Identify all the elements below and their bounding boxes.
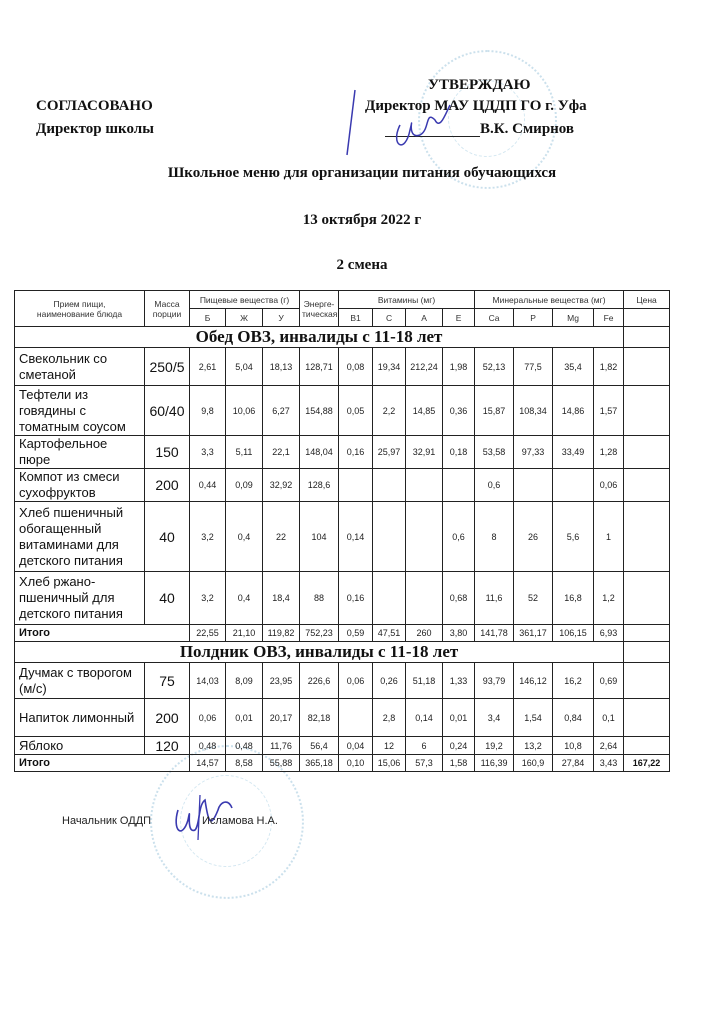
total-value-cell: 22,55 [190,625,226,642]
value-cell: 77,5 [514,348,553,386]
value-cell: 9,8 [190,386,226,436]
value-cell: 2,2 [373,386,406,436]
value-cell: 1,33 [443,663,475,699]
value-cell: 0,16 [339,572,373,625]
total-value-cell: 1,58 [443,755,475,772]
value-cell: 35,4 [553,348,594,386]
value-cell: 0,44 [190,469,226,502]
section-price-cell [624,642,670,663]
dish-name: Дучмак с творогом (м/с) [15,663,145,699]
dish-name: Свекольник со сметаной [15,348,145,386]
dish-mass: 120 [145,737,190,755]
value-cell: 0,14 [406,699,443,737]
price-cell [624,502,670,572]
approved-label: УТВЕРЖДАЮ [428,77,531,93]
value-cell: 14,03 [190,663,226,699]
value-cell [406,502,443,572]
value-cell: 1,2 [594,572,624,625]
price-cell [624,348,670,386]
value-cell: 52 [514,572,553,625]
dish-name: Картофельное пюре [15,436,145,469]
total-value-cell: 27,84 [553,755,594,772]
total-value-cell: 47,51 [373,625,406,642]
value-cell: 97,33 [514,436,553,469]
price-cell [624,737,670,755]
header-name: Прием пищи, наименование блюда [15,291,145,327]
value-cell: 12 [373,737,406,755]
value-cell: 11,6 [475,572,514,625]
value-cell: 51,18 [406,663,443,699]
price-cell [624,572,670,625]
value-cell: 5,11 [226,436,263,469]
value-cell: 19,2 [475,737,514,755]
value-cell: 93,79 [475,663,514,699]
total-value-cell: 116,39 [475,755,514,772]
value-cell: 128,6 [300,469,339,502]
header-e: E [443,309,475,327]
menu-table [14,290,670,772]
value-cell: 22,1 [263,436,300,469]
header-energy: Энерге-тическая [300,291,339,327]
total-value-cell: 14,57 [190,755,226,772]
value-cell: 14,86 [553,386,594,436]
total-value-cell: 106,15 [553,625,594,642]
header-mass: Масса порции [145,291,190,327]
total-value-cell: 21,10 [226,625,263,642]
table-row [15,386,670,436]
value-cell: 3,2 [190,502,226,572]
director-signature [345,85,465,160]
value-cell: 0,48 [226,737,263,755]
value-cell: 0,01 [226,699,263,737]
total-value-cell: 365,18 [300,755,339,772]
value-cell: 11,76 [263,737,300,755]
value-cell: 56,4 [300,737,339,755]
table-row [15,436,670,469]
price-cell [624,469,670,502]
value-cell: 0,05 [339,386,373,436]
value-cell: 52,13 [475,348,514,386]
value-cell: 10,06 [226,386,263,436]
approved-name: В.К. Смирнов [480,121,575,137]
value-cell: 0,06 [190,699,226,737]
table-row [15,502,670,572]
total-value-cell: 8,58 [226,755,263,772]
dish-name: Напиток лимонный [15,699,145,737]
price-cell [624,699,670,737]
dish-mass: 150 [145,436,190,469]
value-cell: 16,2 [553,663,594,699]
total-value-cell: 15,06 [373,755,406,772]
table-row [15,572,670,625]
header-ca: Ca [475,309,514,327]
value-cell: 82,18 [300,699,339,737]
shift-label: 2 смена [336,257,388,273]
value-cell: 148,04 [300,436,339,469]
header-vitamins: Витамины (мг) [339,291,475,309]
dish-name: Компот из смеси сухофруктов [15,469,145,502]
value-cell: 3,4 [475,699,514,737]
value-cell: 1,98 [443,348,475,386]
header-mg: Mg [553,309,594,327]
value-cell [443,469,475,502]
value-cell: 154,88 [300,386,339,436]
value-cell [514,469,553,502]
value-cell: 22 [263,502,300,572]
value-cell: 1,82 [594,348,624,386]
price-cell [624,436,670,469]
total-price [624,625,670,642]
value-cell: 15,87 [475,386,514,436]
value-cell: 128,71 [300,348,339,386]
total-value-cell: 0,10 [339,755,373,772]
value-cell: 13,2 [514,737,553,755]
dish-mass: 200 [145,469,190,502]
header-c: C [373,309,406,327]
value-cell: 26 [514,502,553,572]
value-cell: 212,24 [406,348,443,386]
value-cell: 2,8 [373,699,406,737]
value-cell: 10,8 [553,737,594,755]
value-cell: 0,06 [594,469,624,502]
price-cell [624,386,670,436]
document-title: Школьное меню для организации питания обучающихся [167,165,557,181]
value-cell: 0,24 [443,737,475,755]
value-cell: 16,8 [553,572,594,625]
table-row [15,663,670,699]
total-value-cell: 0,59 [339,625,373,642]
value-cell: 2,64 [594,737,624,755]
value-cell: 0,09 [226,469,263,502]
total-value-cell: 141,78 [475,625,514,642]
value-cell: 5,04 [226,348,263,386]
value-cell [339,699,373,737]
value-cell: 1 [594,502,624,572]
value-cell: 8 [475,502,514,572]
value-cell: 0,6 [475,469,514,502]
value-cell: 146,12 [514,663,553,699]
dish-name: Яблоко [15,737,145,755]
value-cell: 0,04 [339,737,373,755]
total-value-cell: 6,93 [594,625,624,642]
value-cell: 108,34 [514,386,553,436]
dish-mass: 200 [145,699,190,737]
value-cell: 19,34 [373,348,406,386]
value-cell: 6,27 [263,386,300,436]
value-cell: 0,06 [339,663,373,699]
total-value-cell: 57,3 [406,755,443,772]
value-cell: 8,09 [226,663,263,699]
value-cell [373,572,406,625]
value-cell: 88 [300,572,339,625]
total-price: 167,22 [624,755,670,772]
value-cell: 0,08 [339,348,373,386]
value-cell [373,469,406,502]
price-cell [624,663,670,699]
dish-mass: 60/40 [145,386,190,436]
value-cell: 1,28 [594,436,624,469]
total-value-cell: 160,9 [514,755,553,772]
table-row [15,699,670,737]
total-value-cell: 119,82 [263,625,300,642]
section-row [15,642,670,663]
value-cell: 20,17 [263,699,300,737]
dish-mass: 75 [145,663,190,699]
value-cell: 0,4 [226,502,263,572]
value-cell: 18,4 [263,572,300,625]
value-cell: 6 [406,737,443,755]
total-value-cell: 752,23 [300,625,339,642]
header-b1: B1 [339,309,373,327]
value-cell [373,502,406,572]
value-cell: 14,85 [406,386,443,436]
dish-name: Тефтели из говядины с томатным соусом [15,386,145,436]
header-protein: Б [190,309,226,327]
value-cell: 32,92 [263,469,300,502]
section-row [15,327,670,348]
value-cell: 0,1 [594,699,624,737]
value-cell: 2,61 [190,348,226,386]
value-cell: 0,6 [443,502,475,572]
total-value-cell: 260 [406,625,443,642]
header-nutrients: Пищевые вещества (г) [190,291,300,309]
total-row [15,625,670,642]
header-price: Цена [624,291,670,309]
value-cell: 0,16 [339,436,373,469]
total-value-cell: 3,80 [443,625,475,642]
value-cell: 0,68 [443,572,475,625]
total-value-cell: 361,17 [514,625,553,642]
value-cell: 53,58 [475,436,514,469]
section-title: Обед ОВЗ, инвалиды с 11-18 лет [15,327,624,348]
approved-by: Директор МАУ ЦДДП ГО г. Уфа [365,98,587,114]
value-cell: 0,18 [443,436,475,469]
value-cell: 25,97 [373,436,406,469]
footer-name: Исламова Н.А. [202,815,278,827]
value-cell [406,469,443,502]
header-fe: Fe [594,309,624,327]
value-cell: 0,84 [553,699,594,737]
header-minerals: Минеральные вещества (мг) [475,291,624,309]
agreed-label: СОГЛАСОВАНО [36,98,153,114]
value-cell [406,572,443,625]
footer-role: Начальник ОДДП [62,815,152,827]
dish-name: Хлеб пшеничный обогащенный витаминами для детского питания [15,502,145,572]
value-cell: 23,95 [263,663,300,699]
header-p: P [514,309,553,327]
value-cell: 0,69 [594,663,624,699]
header-fat: Ж [226,309,263,327]
value-cell: 0,26 [373,663,406,699]
header-a: A [406,309,443,327]
dish-name: Хлеб ржано-пшеничный для детского питания [15,572,145,625]
total-label: Итого [15,625,190,642]
agreed-by: Директор школы [36,121,154,137]
value-cell: 0,4 [226,572,263,625]
value-cell: 0,48 [190,737,226,755]
value-cell: 32,91 [406,436,443,469]
value-cell [339,469,373,502]
total-value-cell: 55,88 [263,755,300,772]
dish-mass: 250/5 [145,348,190,386]
total-label: Итого [15,755,190,772]
table-row [15,737,670,755]
value-cell: 33,49 [553,436,594,469]
value-cell: 0,14 [339,502,373,572]
value-cell: 18,13 [263,348,300,386]
value-cell: 0,01 [443,699,475,737]
total-row [15,755,670,772]
value-cell: 5,6 [553,502,594,572]
section-price-cell [624,327,670,348]
value-cell: 0,36 [443,386,475,436]
table-row [15,348,670,386]
document-date: 13 октября 2022 г [302,212,422,228]
total-value-cell: 3,43 [594,755,624,772]
value-cell: 3,3 [190,436,226,469]
value-cell [553,469,594,502]
section-title: Полдник ОВЗ, инвалиды с 11-18 лет [15,642,624,663]
value-cell: 104 [300,502,339,572]
value-cell: 1,54 [514,699,553,737]
dish-mass: 40 [145,572,190,625]
header-carbs: У [263,309,300,327]
header-price-empty [624,309,670,327]
table-row [15,469,670,502]
value-cell: 226,6 [300,663,339,699]
value-cell: 3,2 [190,572,226,625]
value-cell: 1,57 [594,386,624,436]
dish-mass: 40 [145,502,190,572]
